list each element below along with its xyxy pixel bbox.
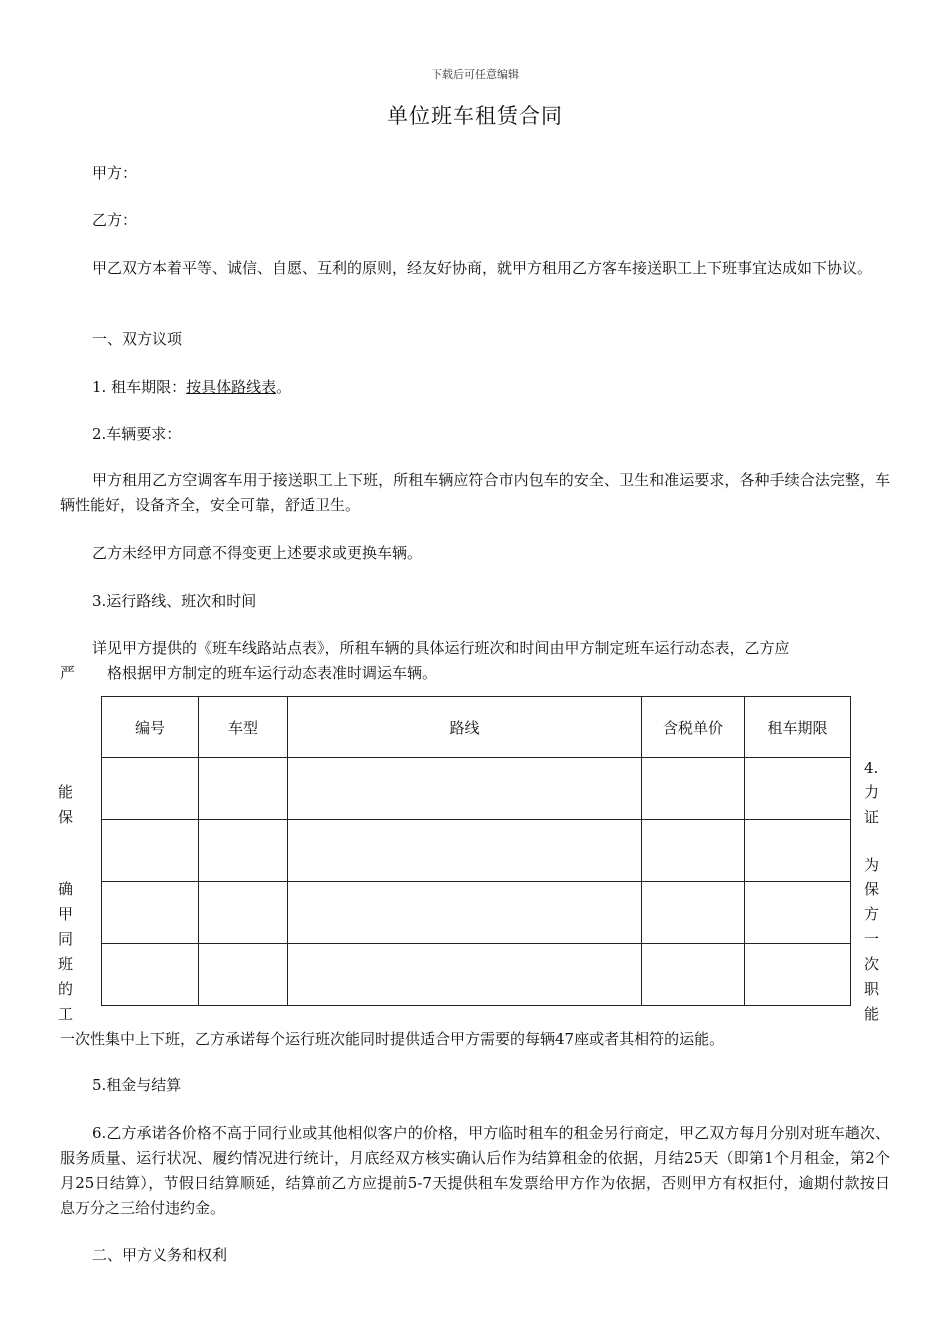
table-cell [199, 758, 288, 820]
table-cell [102, 820, 199, 882]
wrap-char-left: 的 [58, 980, 74, 998]
col-header-vehicle-type: 车型 [199, 697, 288, 758]
wrap-char-right: 为 [864, 856, 880, 874]
table-cell [102, 944, 199, 1006]
col-header-unit-price: 含税单价 [642, 697, 745, 758]
wrap-char-left: 班 [58, 955, 74, 973]
table-row [102, 882, 851, 944]
wrap-char-left: 工 [58, 1005, 74, 1023]
item-2-note: 乙方未经甲方同意不得变更上述要求或更换车辆。 [92, 544, 423, 562]
table-cell [288, 944, 642, 1006]
party-a-label: 甲方： [92, 164, 138, 182]
wrap-char-left: 甲 [58, 905, 74, 923]
table-row [102, 944, 851, 1006]
item-5-heading: 5.租金与结算 [92, 1076, 182, 1094]
item-2-body: 甲方租用乙方空调客车用于接送职工上下班，所租车辆应符合市内包车的安全、卫生和准运要求，各种手续合法完整，车辆性能好，设备齐全，安全可靠，舒适卫生。 [60, 471, 890, 514]
item-3-line-2: 格根据甲方制定的班车运行动态表准时调运车辆。 [107, 664, 438, 682]
table-cell [288, 820, 642, 882]
section-2-heading: 二、甲方义务和权利 [92, 1246, 228, 1264]
route-table [101, 696, 851, 1006]
item-1-suffix: 。 [276, 378, 292, 396]
item-1 [60, 375, 890, 400]
wrap-char-right: 次 [864, 955, 880, 973]
wrap-char-right: 职 [864, 980, 880, 998]
table-cell [642, 820, 745, 882]
table-cell [288, 882, 642, 944]
table-cell [102, 882, 199, 944]
table-cell [199, 882, 288, 944]
item-4-tail: 一次性集中上下班，乙方承诺每个运行班次能同时提供适合甲方需要的每辆47座或者其相符的运能。 [60, 1030, 725, 1048]
wrap-char-right: 证 [864, 808, 880, 826]
col-header-rental-period: 租车期限 [745, 697, 851, 758]
table-cell [745, 820, 851, 882]
table-cell [642, 882, 745, 944]
wrap-char-left: 能 [58, 783, 74, 801]
wrap-char-right: 方 [864, 905, 880, 923]
table-cell [199, 944, 288, 1006]
table-row [102, 820, 851, 882]
intro-paragraph: 甲乙双方本着平等、诚信、自愿、互利的原则，经友好协商，就甲方租用乙方客车接送职工上下班事宜达成如下协议。 [92, 259, 873, 277]
party-b-label: 乙方： [92, 211, 138, 229]
table-cell [199, 820, 288, 882]
item-6-body: 6.乙方承诺各价格不高于同行业或其他相似客户的价格，甲方临时租车的租金另行商定，甲乙双方每月分别对班车趟次、服务质量、运行状况、履约情况进行统计，月底经双方核实确认后作为结算租金的依据，月结25天（即第1个月租金，第2个月25日结算），节假日结算顺延，结算前乙方应提前5-7天提供租车发票给甲方作为依据，否则甲方有权拒付，逾期付款按日息万分之三给付违约金。 [60, 1124, 890, 1217]
col-header-route: 路线 [288, 697, 642, 758]
item-2-heading: 2.车辆要求： [92, 425, 182, 443]
table-header-row [102, 697, 851, 758]
document-title: 单位班车租赁合同 [387, 104, 563, 128]
wrap-char-right: 保 [864, 880, 880, 898]
table-row [102, 758, 851, 820]
wrap-char-right: 一 [864, 930, 880, 948]
wrap-char-right: 力 [864, 783, 880, 801]
table-cell [288, 758, 642, 820]
item-1-value: 按具体路线表 [186, 378, 277, 396]
table-cell [745, 882, 851, 944]
table-cell [642, 758, 745, 820]
wrap-char-left: 保 [58, 808, 74, 826]
section-1-heading: 一、双方议项 [92, 330, 183, 348]
wrap-char-left: 确 [58, 880, 74, 898]
wrap-char-right: 4. [864, 759, 879, 777]
col-header-number: 编号 [102, 697, 199, 758]
item-3-line-2-lead: 严 [60, 664, 76, 682]
item-3-heading: 3.运行路线、班次和时间 [92, 592, 257, 610]
table-cell [745, 944, 851, 1006]
header-note: 下载后可任意编辑 [431, 68, 519, 81]
wrap-char-right: 能 [864, 1005, 880, 1023]
table-cell [642, 944, 745, 1006]
wrap-char-left: 同 [58, 930, 74, 948]
item-1-label: 1. 租车期限： [92, 378, 187, 396]
table-cell [745, 758, 851, 820]
item-3-line-1: 详见甲方提供的《班车线路站点表》，所租车辆的具体运行班次和时间由甲方制定班车运行动态表，乙方应 [92, 639, 790, 657]
table-cell [102, 758, 199, 820]
